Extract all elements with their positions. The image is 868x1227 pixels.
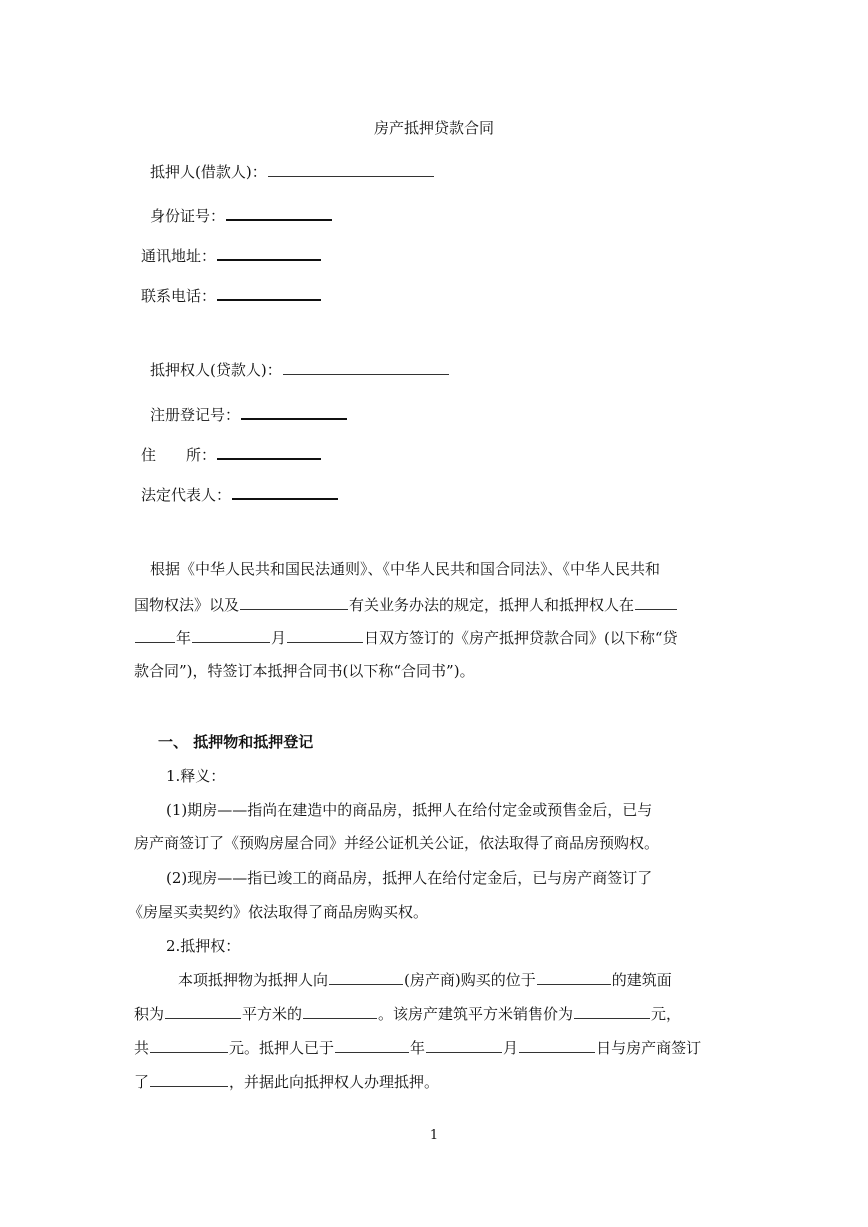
day-blank[interactable] [287, 641, 363, 643]
location-blank[interactable] [537, 983, 611, 985]
item-1-label: 1.释义： [166, 767, 226, 785]
preamble-line-1: 根据《中华人民共和国民法通则》、《中华人民共和国合同法》、《中华人民共和 [150, 560, 661, 578]
item-2-line-3: 共 元。抵押人已于 年 月 日与房产商签订 [134, 1039, 702, 1057]
preamble-line-3: 年 月 日双方签订的《房产抵押贷款合同》(以下称“贷 [134, 627, 678, 649]
sign-year-blank[interactable] [335, 1051, 409, 1053]
business-blank[interactable] [240, 608, 348, 610]
domicile-label: 住 所： [141, 446, 217, 464]
item-1-para-2-line-2: 《房屋买卖契约》依法取得了商品房购买权。 [128, 903, 429, 921]
item-1-para-2-line-1: (2)现房——指已竣工的商品房，抵押人在给付定金后，已与房产商签订了 [166, 869, 653, 887]
mortgagee-line [150, 359, 450, 381]
mortgagee-label: 抵押权人(贷款人)： [150, 361, 282, 379]
legal-rep-blank[interactable] [232, 497, 338, 500]
legal-rep-label: 法定代表人： [141, 486, 232, 504]
property-type-blank[interactable] [303, 1017, 377, 1019]
item-1-para-1-line-1: (1)期房——指尚在建造中的商品房，抵押人在给付定金或预售金后，已与 [166, 801, 653, 819]
page-number: 1 [429, 1128, 439, 1143]
id-label: 身份证号： [150, 207, 226, 225]
document-title: 房产抵押贷款合同 [373, 119, 494, 137]
id-line [150, 205, 333, 227]
contract-name-blank[interactable] [150, 1085, 228, 1087]
registration-blank[interactable] [241, 417, 347, 420]
address-blank[interactable] [217, 258, 321, 261]
address-line [141, 245, 322, 267]
address-label: 通讯地址： [141, 247, 217, 265]
item-1-para-1-line-2: 房产商签订了《预购房屋合同》并经公证机关公证，依法取得了商品房预购权。 [134, 834, 660, 852]
sign-day-blank[interactable] [519, 1051, 595, 1053]
id-blank[interactable] [226, 218, 332, 221]
phone-line [141, 285, 322, 307]
developer-blank[interactable] [329, 983, 403, 985]
phone-blank[interactable] [217, 298, 321, 301]
mortgagor-line [150, 161, 435, 183]
total-price-blank[interactable] [150, 1051, 228, 1053]
item-2-line-4: 了 ，并据此向抵押权人办理抵押。 [134, 1073, 440, 1091]
section-1-heading: 一、 抵押物和抵押登记 [158, 733, 314, 751]
preamble-line-2: 国物权法》以及 有关业务办法的规定，抵押人和抵押权人在 [134, 594, 678, 616]
mortgagor-label: 抵押人(借款人)： [150, 163, 267, 181]
phone-label: 联系电话： [141, 287, 217, 305]
sign-month-blank[interactable] [426, 1051, 502, 1053]
legal-rep-line [141, 484, 339, 506]
registration-label: 注册登记号： [150, 406, 241, 424]
item-2-line-1: 本项抵押物为抵押人向 (房产商)购买的位于 的建筑面 [178, 971, 672, 989]
item-2-label: 2.抵押权： [166, 937, 241, 955]
domicile-blank[interactable] [217, 457, 321, 460]
unit-price-blank[interactable] [574, 1017, 650, 1019]
year-blank-start[interactable] [635, 608, 677, 610]
domicile-line [141, 444, 322, 466]
mortgagee-blank[interactable] [283, 373, 449, 375]
year-blank-end[interactable] [135, 641, 175, 643]
area-blank[interactable] [165, 1017, 241, 1019]
item-2-line-2: 积为 平方米的 。该房产建筑平方米销售价为 元， [134, 1005, 682, 1023]
preamble-line-4: 款合同”)，特签订本抵押合同书(以下称“合同书”)。 [134, 662, 475, 680]
month-blank[interactable] [192, 641, 270, 643]
mortgagor-blank[interactable] [268, 175, 434, 177]
registration-line [150, 404, 348, 426]
